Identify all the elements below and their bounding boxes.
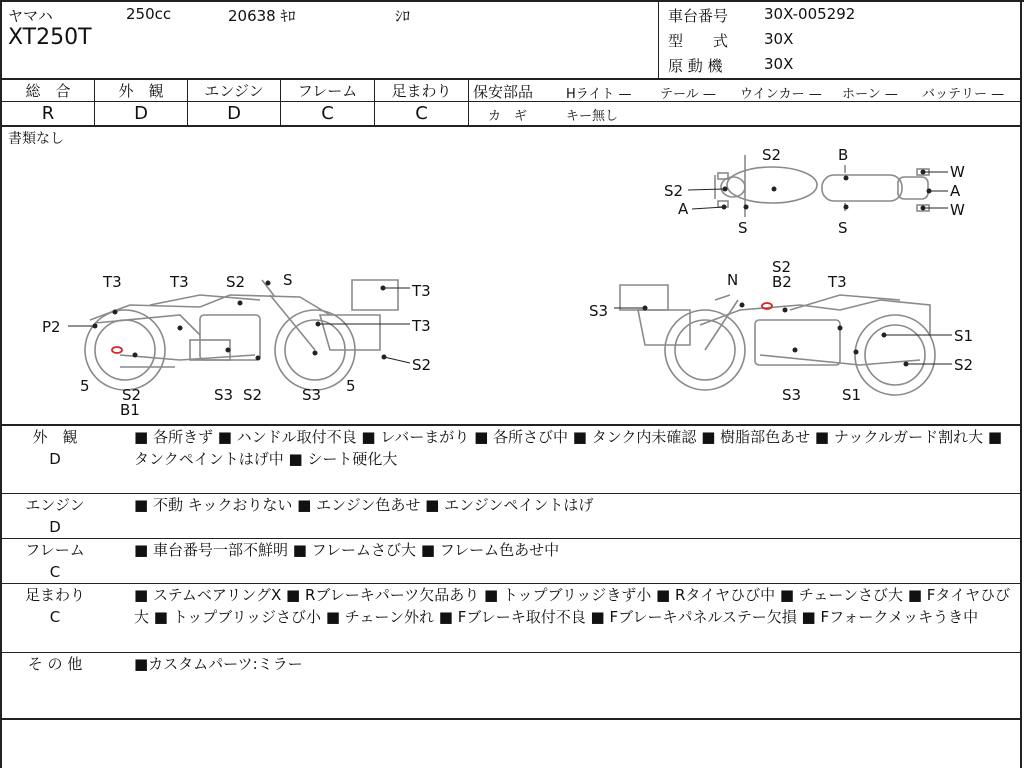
grade-label-suspension: 足まわり xyxy=(391,81,452,100)
diagram-label: S xyxy=(283,271,293,289)
damage-diagram xyxy=(0,145,1024,425)
diagram-label: T3 xyxy=(412,282,431,300)
diagram-label: P2 xyxy=(42,318,61,336)
engine-value: 30X xyxy=(764,55,794,73)
grade-exterior: D xyxy=(134,103,148,124)
diagram-label: S2 xyxy=(122,386,142,404)
left-side-bike-outline xyxy=(85,280,398,390)
diagram-label: S2 xyxy=(954,356,974,374)
diagram-label: S2 xyxy=(664,182,684,200)
grade-label-overall: 総 合 xyxy=(25,81,71,100)
diagram-label: B1 xyxy=(120,401,140,419)
section-text-frame: ■ 車台番号一部不鮮明 ■ フレームさび大 ■ フレーム色あせ中 xyxy=(134,541,560,559)
section-label-engine: エンジン xyxy=(25,496,85,514)
diagram-label: W xyxy=(950,163,965,181)
mileage: 20638 ｷﾛ xyxy=(228,7,296,25)
section-grade-suspension: C xyxy=(49,608,61,626)
diagram-label: S xyxy=(738,219,748,237)
section-grade-engine: D xyxy=(49,518,61,536)
right-side-bike-outline xyxy=(620,285,935,395)
diagram-label: S3 xyxy=(782,386,802,404)
diagram-label: S2 xyxy=(243,386,263,404)
safety-battery: バッテリー — xyxy=(922,87,1005,102)
section-label-frame: フレーム xyxy=(25,541,85,559)
safety-tail: テール — xyxy=(660,87,716,102)
grade-engine: D xyxy=(227,103,241,124)
engine-label: 原 動 機 xyxy=(668,57,723,75)
diagram-label: T3 xyxy=(170,273,189,291)
frame-number-value: 30X-005292 xyxy=(764,5,856,23)
diagram-label: T3 xyxy=(412,317,431,335)
frame-number-label: 車台番号 xyxy=(668,7,729,25)
section-text-other: ■カスタムパーツ:ミラー xyxy=(134,655,303,673)
diagram-label: T3 xyxy=(103,273,122,291)
diagram-label: S1 xyxy=(954,327,974,345)
safety-parts-label: 保安部品 xyxy=(473,83,534,101)
safety-headlight: Hライト — xyxy=(566,87,632,102)
diagram-label: S3 xyxy=(214,386,234,404)
section-label-other: そ の 他 xyxy=(27,655,83,673)
section-text-engine: ■ 不動 キックおりない ■ エンジン色あせ ■ エンジンペイントはげ xyxy=(134,496,594,514)
diagram-label: W xyxy=(950,201,965,219)
body-color: ｼﾛ xyxy=(395,7,411,25)
section-label-exterior: 外 観 xyxy=(32,428,78,446)
safety-winker: ウインカー — xyxy=(740,87,822,102)
diagram-label: A xyxy=(950,182,961,200)
maker: ヤマハ xyxy=(8,7,53,25)
model-name: XT250T xyxy=(8,25,92,50)
grade-overall: R xyxy=(41,103,55,124)
diagram-label: B xyxy=(838,146,849,164)
section-text-suspension: ■ ステムベアリングX ■ Rブレーキパーツ欠品あり ■ トップブリッジきず小 ■ Rタイヤひび中 ■ チェーンさび大 ■ Fタイヤひび大 ■ トップブリッジさび小 ■ チェーン外れ ■ Fブレーキ取付不良 ■ Fブレーキパネルステー欠損 ■ Fフォークメッキうき中 xyxy=(134,586,1011,626)
diagram-label: S2 xyxy=(762,146,782,164)
type-value: 30X xyxy=(764,30,794,48)
diagram-label: S2 xyxy=(772,258,792,276)
grade-frame: C xyxy=(321,103,334,124)
diagram-label: S3 xyxy=(589,302,609,320)
diagram-label: T3 xyxy=(828,273,847,291)
diagram-label: S2 xyxy=(226,273,246,291)
section-text-exterior: ■ 各所きず ■ ハンドル取付不良 ■ レバーまがり ■ 各所さび中 ■ タンク内未確認 ■ 樹脂部色あせ ■ ナックルガード割れ大 ■ タンクペイントはげ中 ■ シート硬化大 xyxy=(134,428,1003,468)
documents-note: 書類なし xyxy=(8,131,64,147)
section-grade-frame: C xyxy=(49,563,61,581)
diagram-label: S3 xyxy=(302,386,322,404)
diagram-label: 5 xyxy=(80,377,90,395)
diagram-label: 5 xyxy=(346,377,356,395)
diagram-label: S1 xyxy=(842,386,862,404)
grade-label-exterior: 外 観 xyxy=(118,81,164,100)
diagram-label: S xyxy=(838,219,848,237)
diagram-label: N xyxy=(727,271,739,289)
key-label: カ ギ xyxy=(488,109,528,124)
diagram-label: A xyxy=(678,200,689,218)
grade-label-frame: フレーム xyxy=(297,81,358,100)
section-label-suspension: 足まわり xyxy=(24,586,85,604)
grade-label-engine: エンジン xyxy=(204,81,264,100)
grade-suspension: C xyxy=(415,103,428,124)
diagram-label: B2 xyxy=(772,273,792,291)
type-label: 型 式 xyxy=(668,32,729,50)
safety-horn: ホーン — xyxy=(842,87,898,102)
section-grade-exterior: D xyxy=(49,450,61,468)
displacement: 250cc xyxy=(126,5,172,23)
diagram-label: S2 xyxy=(412,356,432,374)
key-value: キー無し xyxy=(566,109,619,124)
